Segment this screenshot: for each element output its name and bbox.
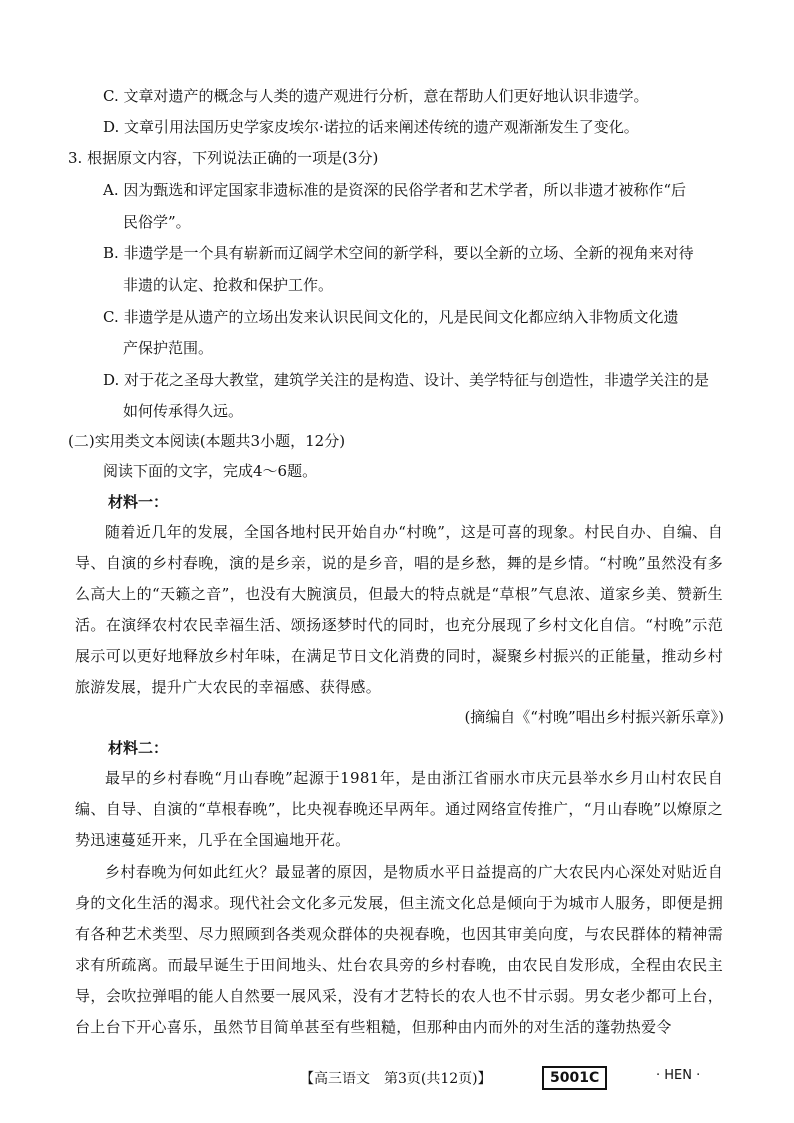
q2-option-c: C. 文章对遗产的概念与人类的遗产观进行分析，意在帮助人们更好地认识非遗学。 [103, 87, 649, 105]
section-heading: (二)实用类文本阅读(本题共3小题，12分) [68, 432, 346, 450]
q2-option-d: D. 文章引用法国历史学家皮埃尔·诺拉的话来阐述传统的遗产观渐渐发生了变化。 [103, 118, 639, 136]
material-2-label: 材料二： [108, 739, 169, 757]
material-2-paragraph-1: 最早的乡村春晚“月山春晚”起源于1981年，是由浙江省丽水市庆元县举水乡月山村农民自编、自导、自演的“草根春晚”，比央视春晚还早两年。通过网络宣传推广，“月山春晚”以燎原之势迅速蔓延开来，几乎在全国遍地开花。 [75, 769, 723, 849]
material-2-paragraph-2: 乡村春晚为何如此红火？最显著的原因，是物质水平日益提高的广大农民内心深处对贴近自身的文化生活的渴求。现代社会文化多元发展，但主流文化总是倾向于为城市人服务，即便是拥有各种艺术类型、尽力照顾到各类观众群体的央视春晚，也因其审美向度，与农民群体的精神需求有所疏离。而最早诞生于田间地头、灶台农具旁的乡村春晚，由农民自发形成，全程由农民主导，会吹拉弹唱的能人自然要一展风采，没有才艺特长的农人也不甘示弱。男女老少都可上台，台上台下开心喜乐，虽然节目简单甚至有些粗糙，但那种由内而外的对生活的蓬勃热爱令 [75, 863, 723, 1036]
q3-option-d-line2: 如何传承得久远。 [123, 402, 244, 420]
q3-option-b-line1: B. 非遗学是一个具有崭新而辽阔学术空间的新学科，要以全新的立场、全新的视角来对待 [103, 244, 694, 262]
material-1-text: 随着近几年的发展，全国各地村民开始自办“村晚”，这是可喜的现象。村民自办、自编、自导、自演的乡村春晚，演的是乡亲，说的是乡音，唱的是乡愁，舞的是乡情。“村晚”虽然没有多么高大上的“天籁之音”，也没有大腕演员，但最大的特点就是“草根”气息浓、道家乡美、赞新生活。在演绎农村农民幸福生活、颂扬逐梦时代的同时，也充分展现了乡村文化自信。“村晚”示范展示可以更好地释放乡村年味，在满足节日文化消费的同时，凝聚乡村振兴的正能量，推动乡村旅游发展，提升广大农民的幸福感、获得感。 [75, 523, 723, 696]
footer-page-title: 【高三语文 第3页(共12页)】 [300, 1071, 492, 1087]
q3-option-d-line1: D. 对于花之圣母大教堂，建筑学关注的是构造、设计、美学特征与创造性，非遗学关注的是 [103, 371, 710, 389]
page-footer [0, 1066, 794, 1090]
q3-option-b-line2: 非遗的认定、抢救和保护工作。 [123, 276, 334, 294]
footer-region-mark: · HEN · [656, 1068, 701, 1083]
material-1-label: 材料一： [108, 493, 169, 511]
material-1-source: (摘编自《“村晚”唱出乡村振兴新乐章》) [464, 708, 724, 726]
question-3-stem: 3. 根据原文内容，下列说法正确的一项是(3分) [68, 149, 379, 167]
q3-option-c-line1: C. 非遗学是从遗产的立场出发来认识民间文化的，凡是民间文化都应纳入非物质文化遗 [103, 308, 679, 326]
q3-option-a-line1: A. 因为甄选和评定国家非遗标准的是资深的民俗学者和艺术学者，所以非遗才被称作“后 [103, 181, 687, 199]
q3-option-c-line2: 产保护范围。 [123, 339, 214, 357]
section-instruction: 阅读下面的文字，完成4～6题。 [103, 462, 318, 480]
footer-exam-code: 5001C [542, 1066, 607, 1090]
q3-option-a-line2: 民俗学”。 [123, 213, 191, 231]
